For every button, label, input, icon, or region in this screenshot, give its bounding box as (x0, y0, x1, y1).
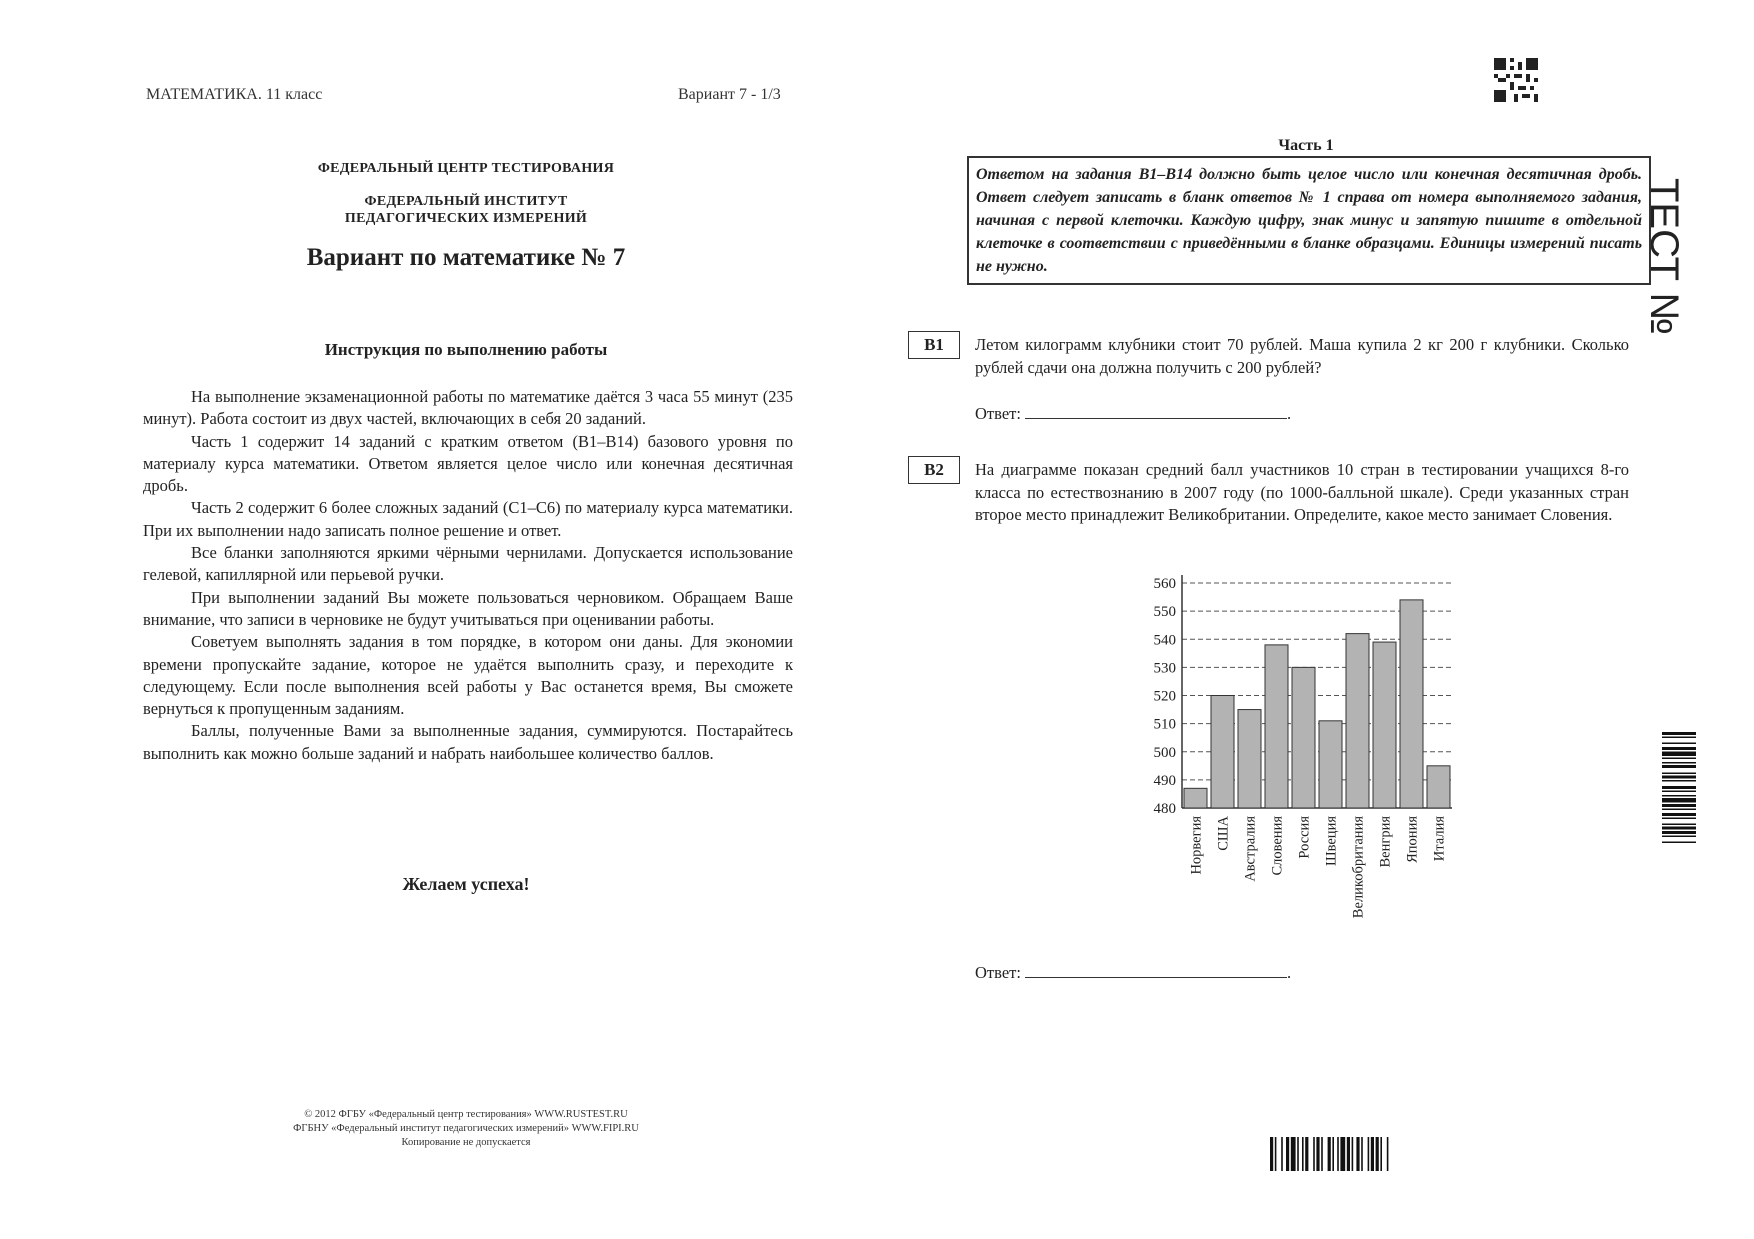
answer-row-b1 (975, 404, 1291, 424)
answer-end: . (1286, 404, 1292, 423)
x-tick-label: Россия (1296, 816, 1313, 859)
instruction-paragraph: При выполнении заданий Вы можете пользоваться черновиком. Обращаем Ваше внимание, что записи в черновике не будут учитываться при оценивании работы. (143, 587, 793, 629)
barcode-vertical-icon (1662, 732, 1696, 918)
x-tick-label: Венгрия (1377, 816, 1394, 868)
y-tick-label: 490 (1153, 772, 1176, 789)
instruction-paragraph: Советуем выполнять задания в том порядке, в котором они даны. Для экономии времени пропускайте задание, которое не удаётся выполнить сразу, и переходите к следующему. Если после выполнения всей работы у Вас останется время, Вы сможете вернуться к пропущенным заданиям. (143, 632, 793, 719)
instruction-paragraph: Часть 1 содержит 14 заданий с кратким ответом (В1–В14) базового уровня по материалу курса математики. Ответом является целое число или конечная десятичная дробь. (143, 431, 793, 496)
test-number-side-label: ТЕСТ № (1642, 178, 1686, 336)
y-tick-label: 540 (1153, 632, 1176, 649)
bar (1319, 721, 1342, 808)
task-text-b1: Летом килограмм клубники стоит 70 рублей. Маша купила 2 кг 200 г клубники. Сколько рублей сдачи она должна получить с 200 рублей? (975, 335, 1629, 377)
instruction-paragraph: Часть 2 содержит 6 более сложных заданий (С1–С6) по материалу курса математики. При их выполнении надо записать полное решение и ответ. (143, 498, 793, 540)
y-tick-label: 480 (1153, 801, 1176, 817)
answer-end: . (1286, 963, 1292, 982)
task-text-b2: На диаграмме показан средний балл участников 10 стран в тестировании учащихся 8-го класса по естествознанию в 2007 году (по 1000-балльной шкале). Среди указанных стран второе место принадлежит Великобритании. Определите, какое место занимает Словения. (975, 460, 1629, 524)
x-tick-label: Япония (1404, 816, 1421, 863)
bar-chart (1120, 560, 1480, 955)
copyright-line: © 2012 ФГБУ «Федеральный центр тестирования» WWW.RUSTEST.RU (304, 1109, 628, 1120)
bar-chart-svg (1120, 560, 1480, 950)
instruction-paragraph: На выполнение экзаменационной работы по математике даётся 3 часа 55 минут (235 минут). Работа состоит из двух частей, включающих в себя 20 заданий. (143, 387, 793, 429)
answer-instructions-box: Ответом на задания В1–В14 должно быть целое число или конечная десятичная дробь. Ответ следует записать в бланк ответов № 1 справа от номера выполняемого задания, начиная с первой клеточки. Каждую цифру, знак минус и запятую пишите в отдельной клеточке в соответствии с приведёнными в бланке образцами. Единицы измерений писать не нужно. (967, 156, 1651, 285)
instructions-body (143, 386, 793, 765)
bar (1265, 645, 1288, 808)
x-tick-label: Словения (1269, 816, 1286, 876)
x-tick-label: Австралия (1242, 816, 1259, 882)
qr-code-icon (1494, 58, 1538, 102)
y-tick-label: 550 (1153, 604, 1176, 621)
answer-label: Ответ: (975, 963, 1021, 982)
good-luck-text: Желаем успеха! (402, 874, 530, 894)
bar (1427, 766, 1450, 808)
task-label-b1: В1 (908, 331, 960, 359)
bar (1238, 710, 1261, 808)
org-fipi-line2: ПЕДАГОГИЧЕСКИХ ИЗМЕРЕНИЙ (344, 211, 588, 226)
answer-line-b1[interactable] (1025, 404, 1287, 419)
org-fipi-line1: ФЕДЕРАЛЬНЫЙ ИНСТИТУТ (364, 194, 568, 209)
x-tick-label: Италия (1431, 816, 1448, 862)
answer-row-b2 (975, 963, 1291, 983)
y-tick-label: 530 (1153, 660, 1176, 677)
bar (1184, 788, 1207, 808)
copyright-block (236, 1108, 696, 1150)
y-tick-label: 520 (1153, 688, 1176, 705)
org-testing-center: ФЕДЕРАЛЬНЫЙ ЦЕНТР ТЕСТИРОВАНИЯ (317, 161, 615, 176)
task-label-b2: В2 (908, 456, 960, 484)
copyright-line: ФГБНУ «Федеральный институт педагогических измерений» WWW.FIPI.RU (293, 1123, 639, 1134)
x-tick-label: США (1215, 816, 1232, 851)
instructions-title: Инструкция по выполнению работы (324, 340, 608, 359)
bar (1292, 667, 1315, 808)
instruction-paragraph: Баллы, полученные Вами за выполненные задания, суммируются. Постарайтесь выполнить как можно больше заданий и набрать наибольшее количество баллов. (143, 721, 793, 763)
y-tick-label: 560 (1153, 576, 1176, 592)
part-title: Часть 1 (1278, 137, 1334, 154)
header-variant: Вариант 7 - 1/3 (678, 86, 781, 103)
barcode-horizontal-icon (1270, 1137, 1458, 1171)
y-tick-label: 500 (1153, 744, 1176, 761)
header-subject: МАТЕМАТИКА. 11 класс (146, 86, 323, 103)
x-tick-label: Великобритания (1350, 816, 1367, 919)
answer-label: Ответ: (975, 404, 1021, 423)
page-title: Вариант по математике № 7 (306, 244, 626, 271)
copyright-line: Копирование не допускается (401, 1137, 531, 1148)
bar (1373, 642, 1396, 808)
answer-line-b2[interactable] (1025, 963, 1287, 978)
bar (1346, 634, 1369, 808)
y-tick-label: 510 (1153, 716, 1176, 733)
x-tick-label: Норвегия (1188, 816, 1205, 875)
bar (1211, 696, 1234, 809)
instruction-paragraph: Все бланки заполняются яркими чёрными чернилами. Допускается использование гелевой, капиллярной или перьевой ручки. (143, 543, 793, 585)
x-tick-label: Швеция (1323, 816, 1340, 867)
bar (1400, 600, 1423, 808)
